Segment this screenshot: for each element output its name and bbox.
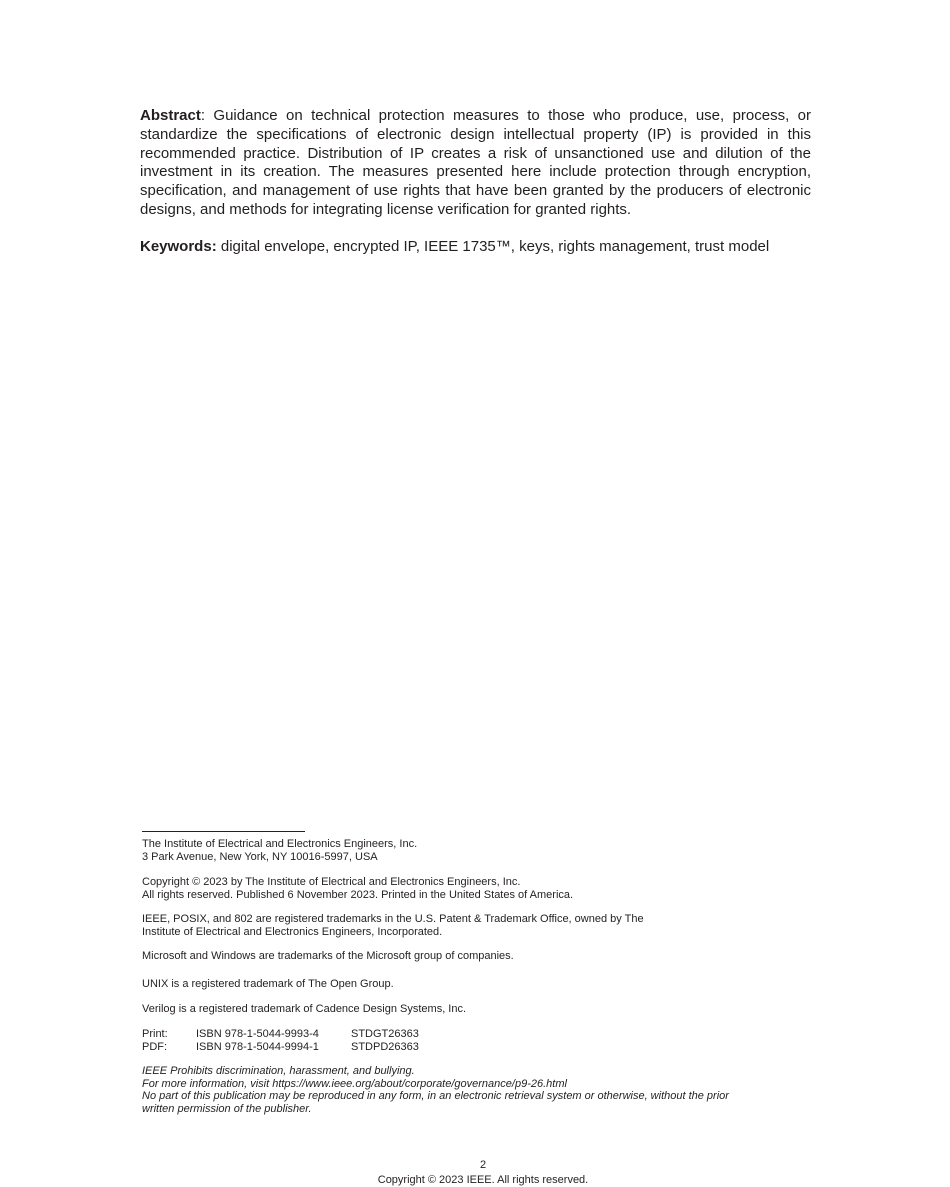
isbn-row-print xyxy=(142,1028,832,1041)
harassment-policy-line: IEEE Prohibits discrimination, harassment, and bullying. xyxy=(142,1065,415,1077)
legal-notice xyxy=(142,1065,842,1115)
isbn-number: ISBN 978-1-5044-9994-1 xyxy=(196,1040,319,1053)
reproduction-notice-line-2: written permission of the publisher. xyxy=(142,1102,312,1115)
abstract-paragraph xyxy=(140,107,811,220)
ieee-trademark-line-2: Institute of Electrical and Electronics Engineers, Incorporated. xyxy=(142,925,443,938)
publisher-name: The Institute of Electrical and Electronics Engineers, Inc. xyxy=(142,838,418,850)
microsoft-trademark-notice xyxy=(142,950,832,963)
keywords-paragraph xyxy=(140,238,840,257)
abstract-label: Abstract xyxy=(140,107,201,124)
footer-copyright: Copyright © 2023 IEEE. All rights reserved. xyxy=(377,1174,589,1186)
keywords-label: Keywords: xyxy=(140,238,217,255)
abstract-text: : Guidance on technical protection measures to those who produce, use, process, or standardize the specifications of electronic design intellectual property (IP) is provided in this recommended practice. Distribution of IP creates a risk of unsanctioned use and dilution of the investment in its creation. The measures presented here include protection through encryption, specification, and management of use rights that have been granted by the producers of electronic designs, and methods for integrating license verification for granted rights. xyxy=(140,107,811,218)
isbn-product-code: STDGT26363 xyxy=(351,1028,419,1040)
publisher-street: 3 Park Avenue, New York, NY 10016-5997, USA xyxy=(142,850,378,863)
isbn-format: Print: xyxy=(142,1028,168,1040)
unix-trademark-text: UNIX is a registered trademark of The Open Group. xyxy=(142,978,394,990)
rights-reserved-line: All rights reserved. Published 6 November 2023. Printed in the United States of America. xyxy=(142,888,574,901)
footnote-divider xyxy=(142,831,305,832)
isbn-block xyxy=(142,1028,832,1053)
policy-url-line: For more information, visit https://www.ieee.org/about/corporate/governance/p9-26.html xyxy=(142,1077,567,1090)
page-number: 2 xyxy=(479,1159,487,1171)
verilog-trademark-text: Verilog is a registered trademark of Cadence Design Systems, Inc. xyxy=(142,1003,467,1015)
copyright-notice xyxy=(142,876,832,901)
isbn-number: ISBN 978-1-5044-9993-4 xyxy=(196,1028,319,1040)
isbn-product-code: STDPD26363 xyxy=(351,1040,419,1053)
unix-trademark-notice xyxy=(142,978,832,991)
copyright-line: Copyright © 2023 by The Institute of Electrical and Electronics Engineers, Inc. xyxy=(142,876,521,888)
isbn-row-pdf xyxy=(142,1041,832,1054)
verilog-trademark-notice xyxy=(142,1003,832,1016)
microsoft-trademark-text: Microsoft and Windows are trademarks of the Microsoft group of companies. xyxy=(142,950,514,962)
publisher-address xyxy=(142,838,832,863)
keywords-text: digital envelope, encrypted IP, IEEE 1735™, keys, rights management, trust model xyxy=(216,238,770,255)
ieee-trademark-line-1: IEEE, POSIX, and 802 are registered trademarks in the U.S. Patent & Trademark Office, owned by The xyxy=(142,913,644,925)
ieee-trademark-notice xyxy=(142,913,832,938)
isbn-format: PDF: xyxy=(142,1040,168,1053)
reproduction-notice-line-1: No part of this publication may be reproduced in any form, in an electronic retrieval system or otherwise, without the prior xyxy=(142,1090,729,1103)
